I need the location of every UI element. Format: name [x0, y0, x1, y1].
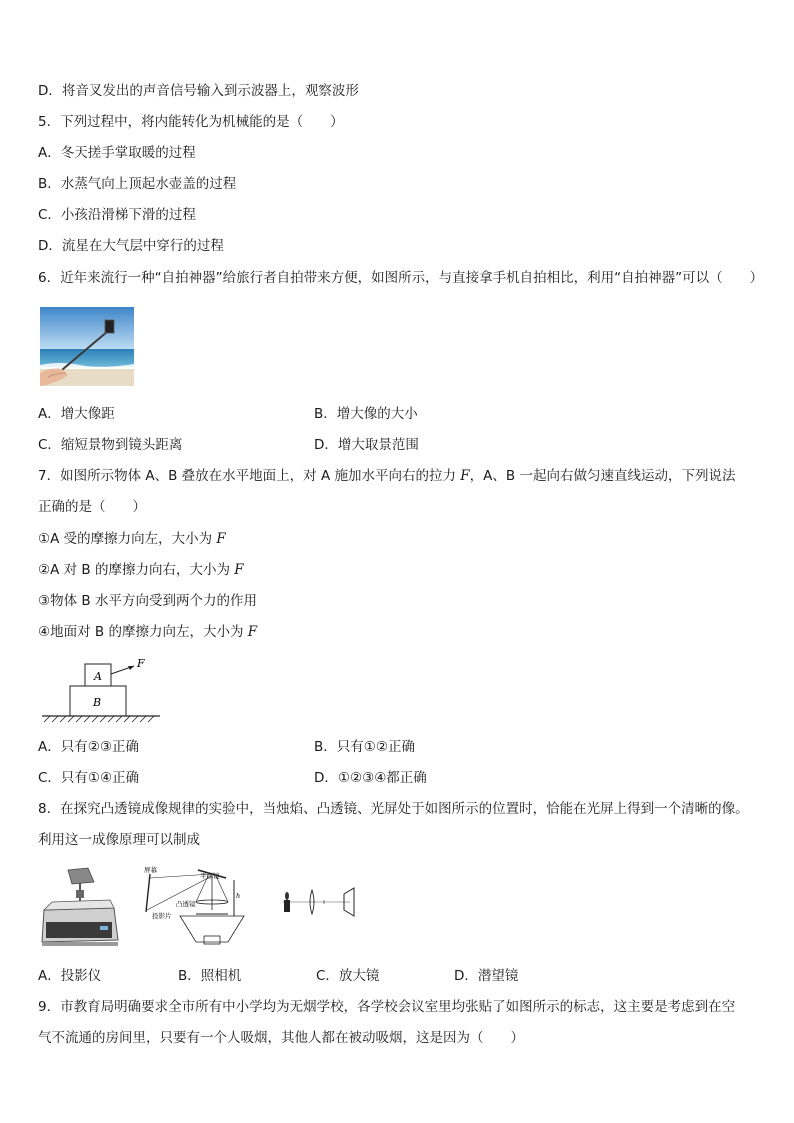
q5-option-b: B．水蒸气向上顶起水壶盖的过程 — [38, 176, 237, 192]
q6-option-d: D．增大取景范围 — [314, 437, 419, 453]
block-b-label: B — [93, 696, 102, 709]
q5-option-c: C．小孩沿滑梯下滑的过程 — [38, 207, 196, 223]
q8-stem-line2: 利用这一成像原理可以制成 — [38, 832, 200, 848]
q7-stem-line1: 7．如图所示物体 A、B 叠放在水平地面上，对 A 施加水平向右的拉力 F，A、B 一起向右做匀速直线运动，下列说法 — [38, 468, 736, 484]
selfie-stick-photo — [40, 307, 134, 386]
lens-setup-diagram — [280, 884, 360, 920]
q7-statement-2: ②A 对 B 的摩擦力向右，大小为 F — [38, 562, 244, 578]
slide-label: 投影片 — [152, 912, 172, 920]
q5-option-d: D．流星在大气层中穿行的过程 — [38, 238, 224, 254]
q7-statement-3: ③物体 B 水平方向受到两个力的作用 — [38, 593, 257, 609]
q8-option-a: A．投影仪 — [38, 968, 102, 984]
q9-stem-line2: 气不流通的房间里，只要有一个人吸烟，其他人都在被动吸烟，这是因为（ ） — [38, 1030, 524, 1046]
mirror-label: 平面镜 — [200, 872, 220, 880]
q8-option-c: C．放大镜 — [316, 968, 380, 984]
screen-label: 屏幕 — [144, 866, 157, 874]
q4-option-d: D．将音叉发出的声音信号输入到示波器上，观察波形 — [38, 83, 359, 99]
q7-statement-4: ④地面对 B 的摩擦力向左，大小为 F — [38, 624, 258, 640]
q7-option-b: B．只有①②正确 — [314, 739, 415, 755]
q8-stem-line1: 8．在探究凸透镜成像规律的实验中，当烛焰、凸透镜、光屏处于如图所示的位置时，恰能在光屏上得到一个清晰的像。 — [38, 801, 749, 817]
force-variable: F — [460, 468, 470, 484]
q5-stem: 5．下列过程中，将内能转化为机械能的是（ ） — [38, 114, 344, 130]
q6-option-a: A．增大像距 — [38, 406, 115, 422]
force-label: F — [137, 657, 145, 670]
q8-option-b: B．照相机 — [178, 968, 242, 984]
q6-option-b: B．增大像的大小 — [314, 406, 418, 422]
q7-option-d: D．①②③④都正确 — [314, 770, 427, 786]
q7-option-a: A．只有②③正确 — [38, 739, 139, 755]
height-label: h — [236, 892, 241, 900]
blocks-diagram — [40, 656, 170, 724]
projector-optics-diagram — [136, 864, 254, 954]
q8-option-d: D．潜望镜 — [454, 968, 519, 984]
q8-options — [38, 967, 518, 985]
q7-statement-1: ①A 受的摩擦力向左，大小为 F — [38, 531, 226, 547]
block-a-label: A — [94, 670, 102, 683]
q9-stem-line1: 9．市教育局明确要求全市所有中小学均为无烟学校，各学校会议室里均张贴了如图所示的标志，这主要是考虑到在空 — [38, 999, 736, 1015]
q7-option-c: C．只有①④正确 — [38, 770, 140, 786]
projector-photo — [38, 866, 122, 948]
q6-option-c: C．缩短景物到镜头距离 — [38, 437, 183, 453]
q7-stem-line2: 正确的是（ ） — [38, 499, 146, 515]
q6-stem: 6．近年来流行一种“自拍神器”给旅行者自拍带来方便，如图所示，与直接拿手机自拍相比，利用“自拍神器”可以（ ） — [38, 270, 764, 286]
lens-label: 凸透镜 — [176, 900, 196, 908]
q5-option-a: A．冬天搓手掌取暖的过程 — [38, 145, 196, 161]
